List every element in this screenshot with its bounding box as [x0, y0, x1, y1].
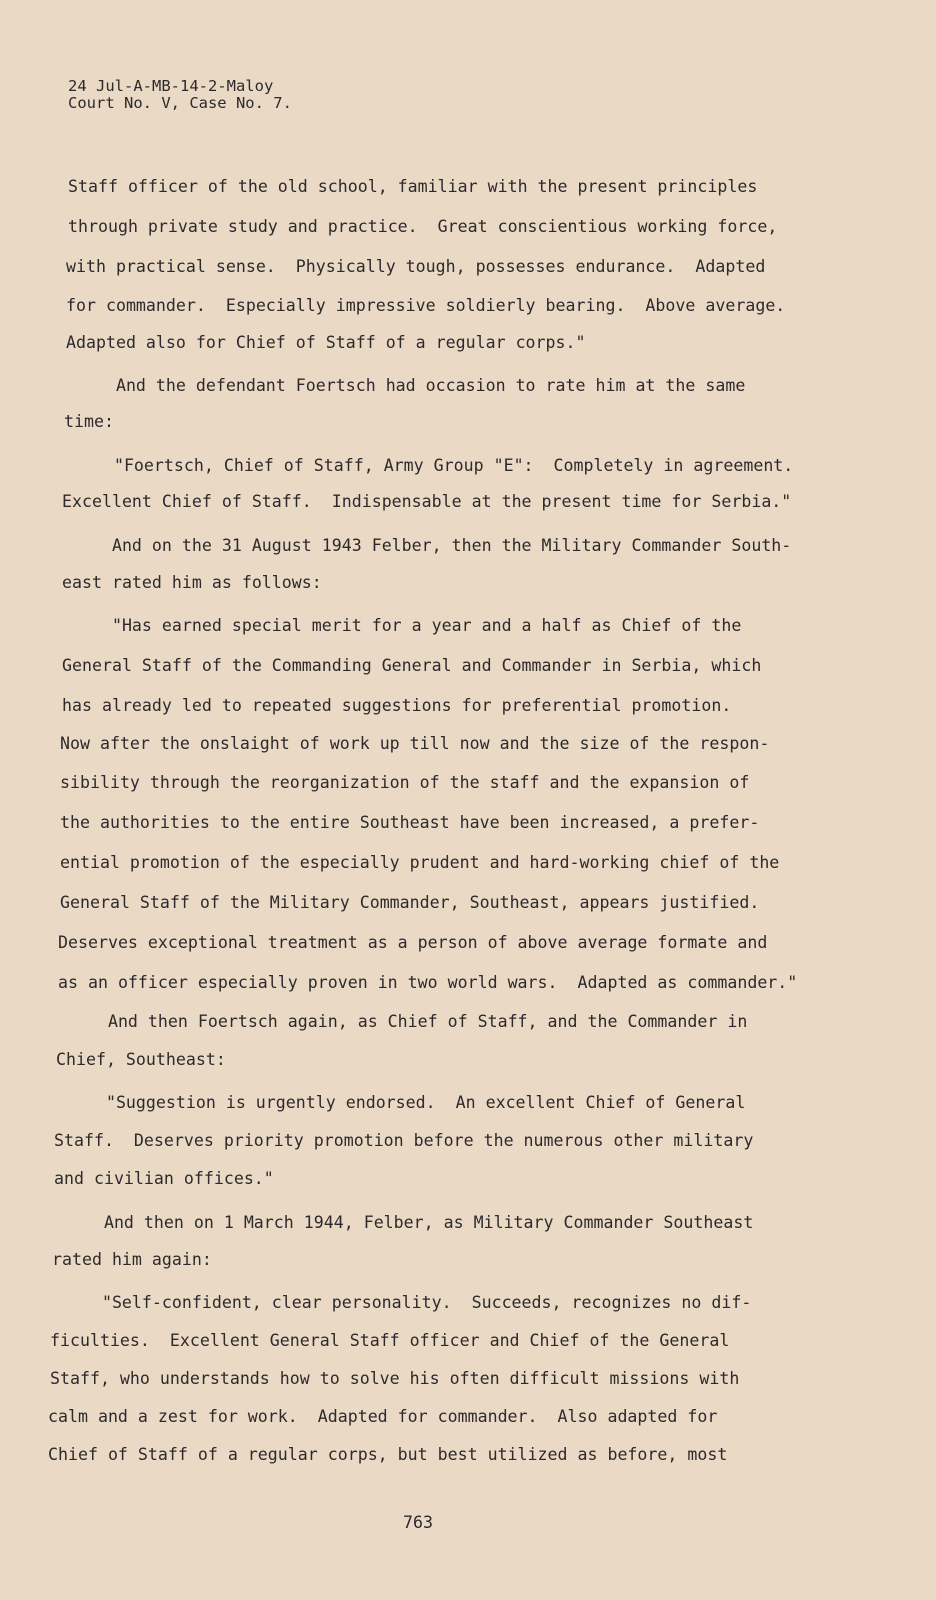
text-line: Staff. Deserves priority promotion before the numerous other military [54, 1131, 754, 1150]
text-line: "Self-confident, clear personality. Succeeds, recognizes no dif- [52, 1293, 752, 1312]
text-line: "Suggestion is urgently endorsed. An excellent Chief of General [56, 1093, 746, 1112]
text-line: And then on 1 March 1944, Felber, as Military Commander Southeast [54, 1213, 754, 1232]
case-reference: 24 Jul-A-MB-14-2-Maloy [68, 77, 274, 95]
text-line: sibility through the reorganization of the staff and the expansion of [60, 773, 750, 792]
text-line: Now after the onslaight of work up till now and the size of the respon- [60, 734, 770, 753]
text-line: ficulties. Excellent General Staff officer and Chief of the General [50, 1331, 730, 1350]
text-line: east rated him as follows: [62, 573, 322, 592]
text-line: has already led to repeated suggestions for preferential promotion. [62, 696, 732, 715]
court-case-line: Court No. V, Case No. 7. [68, 94, 292, 112]
text-line: Excellent Chief of Staff. Indispensable at the present time for Serbia." [62, 492, 792, 511]
text-line: Adapted also for Chief of Staff of a regular corps." [66, 333, 586, 352]
text-line: And on the 31 August 1943 Felber, then the Military Commander South- [62, 536, 792, 555]
text-line: and civilian offices." [54, 1169, 274, 1188]
text-line: for commander. Especially impressive soldierly bearing. Above average. [66, 296, 786, 315]
text-line: General Staff of the Military Commander, Southeast, appears justified. [60, 893, 760, 912]
text-line: Deserves exceptional treatment as a person of above average formate and [58, 933, 768, 952]
text-line: Staff officer of the old school, familiar with the present principles [68, 177, 758, 196]
text-line: And the defendant Foertsch had occasion to rate him at the same [66, 376, 746, 395]
text-line: And then Foertsch again, as Chief of Staff, and the Commander in [58, 1012, 748, 1031]
text-line: Staff, who understands how to solve his often difficult missions with [50, 1369, 740, 1388]
text-line: ential promotion of the especially prudent and hard-working chief of the [60, 853, 780, 872]
text-line: "Foertsch, Chief of Staff, Army Group "E": Completely in agreement. [64, 456, 794, 475]
text-line: calm and a zest for work. Adapted for commander. Also adapted for [48, 1407, 718, 1426]
text-line: Chief, Southeast: [56, 1050, 226, 1069]
text-line: rated him again: [52, 1250, 212, 1269]
text-line: time: [64, 412, 114, 431]
text-line: Chief of Staff of a regular corps, but best utilized as before, most [48, 1445, 728, 1464]
text-line: the authorities to the entire Southeast have been increased, a prefer- [60, 813, 760, 832]
page-number: 763 [403, 1513, 433, 1532]
text-line: through private study and practice. Great conscientious working force, [68, 217, 778, 236]
text-line: "Has earned special merit for a year and a half as Chief of the [62, 616, 742, 635]
text-line: General Staff of the Commanding General and Commander in Serbia, which [62, 656, 762, 675]
text-line: with practical sense. Physically tough, possesses endurance. Adapted [66, 257, 766, 276]
text-line: as an officer especially proven in two world wars. Adapted as commander." [58, 973, 798, 992]
